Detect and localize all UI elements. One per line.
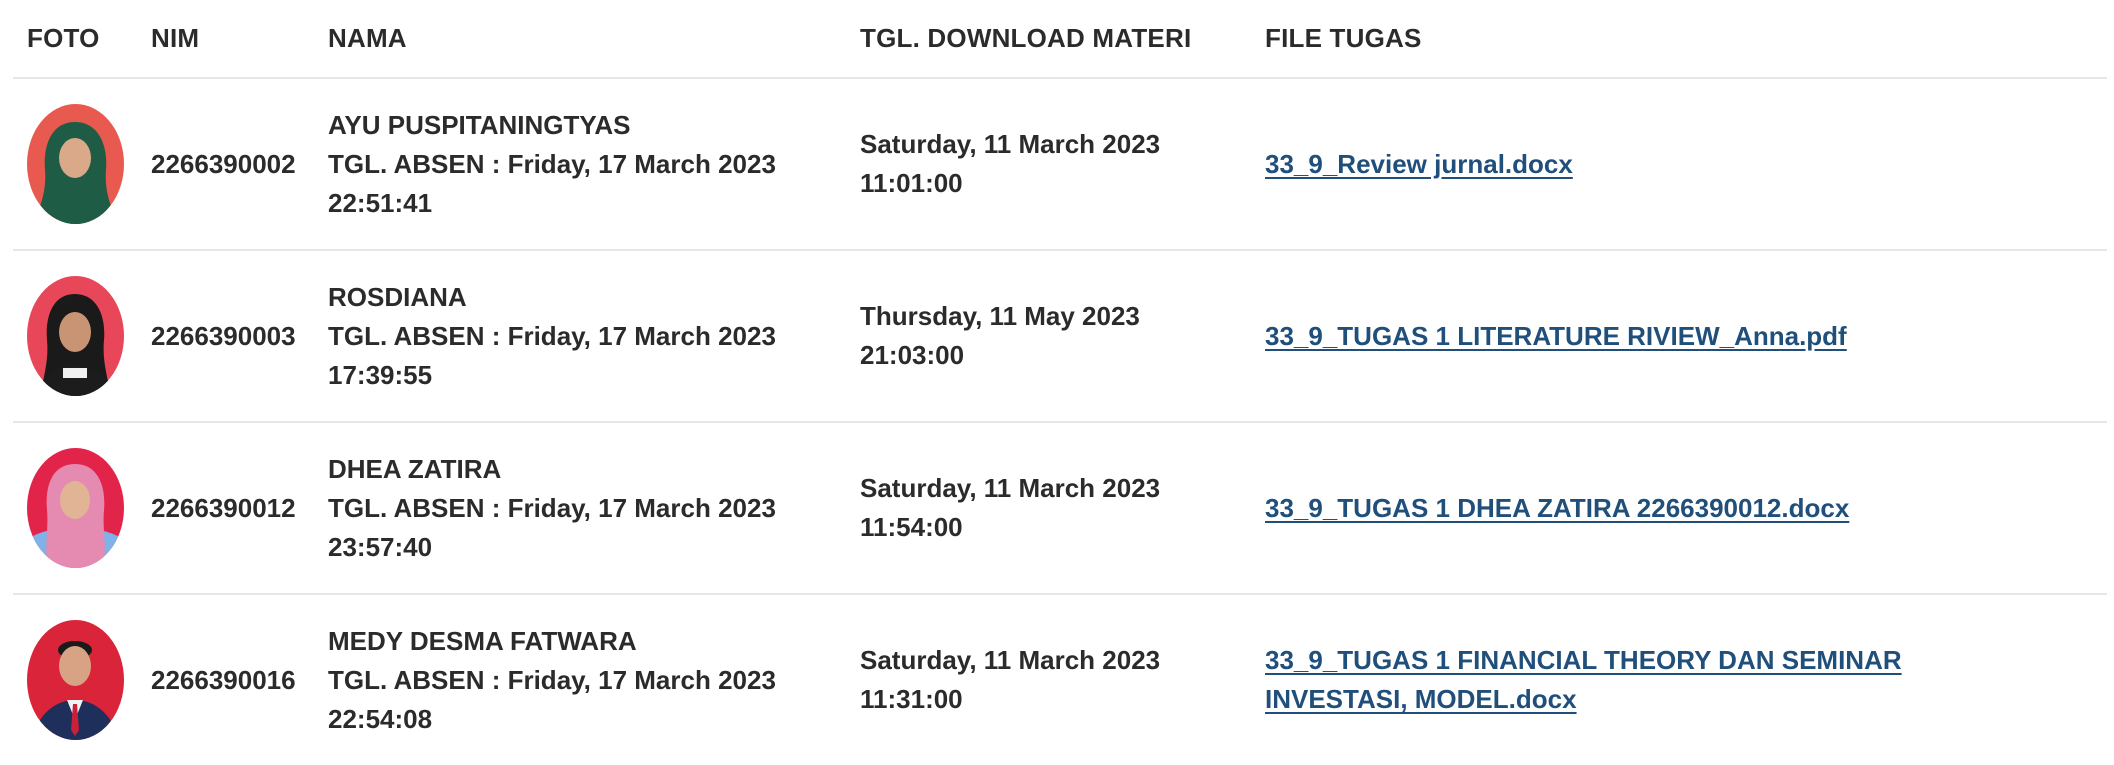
download-date: Saturday, 11 March 2023 (860, 645, 1161, 675)
student-photo (27, 448, 124, 568)
header-tgl-download: TGL. DOWNLOAD MATERI (860, 23, 1192, 53)
student-photo (27, 620, 124, 740)
absen-date: TGL. ABSEN : Friday, 17 March 2023 (328, 492, 776, 523)
nama-cell (314, 278, 846, 395)
table-header (13, 0, 2107, 79)
submission-table (13, 0, 2107, 765)
student-name: DHEA ZATIRA (328, 453, 502, 484)
download-date: Saturday, 11 March 2023 (860, 473, 1161, 503)
header-nim: NIM (151, 23, 200, 53)
student-photo (27, 276, 124, 396)
student-name: MEDY DESMA FATWARA (328, 625, 637, 656)
nama-cell (314, 106, 846, 223)
nim: 2266390016 (151, 664, 296, 695)
file-tugas-link[interactable]: 33_9_TUGAS 1 DHEA ZATIRA 2266390012.docx (1265, 492, 1850, 523)
absen-time: 22:54:08 (328, 703, 433, 734)
table-row (13, 79, 2107, 251)
file-tugas-link[interactable]: 33_9_TUGAS 1 LITERATURE RIVIEW_Anna.pdf (1265, 320, 1847, 351)
file-cell (1251, 317, 2107, 356)
student-name: ROSDIANA (328, 281, 467, 312)
absen-time: 22:51:41 (328, 187, 433, 218)
table-row (13, 423, 2107, 595)
download-time: 11:31:00 (860, 684, 963, 714)
photo-cell (13, 448, 137, 568)
header-nama: NAMA (328, 23, 407, 53)
photo-cell (13, 276, 137, 396)
download-time: 21:03:00 (860, 340, 965, 370)
file-cell (1251, 145, 2107, 184)
absen-time: 23:57:40 (328, 531, 433, 562)
download-cell (846, 641, 1251, 719)
student-photo (27, 104, 124, 224)
nama-cell (314, 622, 846, 739)
download-cell (846, 469, 1251, 547)
file-tugas-link[interactable]: 33_9_Review jurnal.docx (1265, 148, 1573, 179)
photo-cell (13, 620, 137, 740)
student-name: AYU PUSPITANINGTYAS (328, 109, 631, 140)
download-time: 11:01:00 (860, 168, 963, 198)
nama-cell (314, 450, 846, 567)
file-tugas-link[interactable]: 33_9_TUGAS 1 FINANCIAL THEORY DAN SEMINAR INVESTASI, MODEL.docx (1265, 645, 1902, 714)
table-row (13, 251, 2107, 423)
download-date: Saturday, 11 March 2023 (860, 129, 1161, 159)
download-cell (846, 297, 1251, 375)
absen-date: TGL. ABSEN : Friday, 17 March 2023 (328, 148, 776, 179)
header-foto: FOTO (27, 23, 100, 53)
file-cell (1251, 641, 2107, 719)
nim: 2266390003 (151, 320, 296, 351)
download-time: 11:54:00 (860, 512, 963, 542)
absen-date: TGL. ABSEN : Friday, 17 March 2023 (328, 320, 776, 351)
nim: 2266390002 (151, 148, 296, 179)
header-file-tugas: FILE TUGAS (1265, 23, 1422, 53)
table-row (13, 595, 2107, 765)
absen-date: TGL. ABSEN : Friday, 17 March 2023 (328, 664, 776, 695)
photo-cell (13, 104, 137, 224)
nim: 2266390012 (151, 492, 296, 523)
file-cell (1251, 489, 2107, 528)
absen-time: 17:39:55 (328, 359, 433, 390)
download-cell (846, 125, 1251, 203)
download-date: Thursday, 11 May 2023 (860, 301, 1140, 331)
